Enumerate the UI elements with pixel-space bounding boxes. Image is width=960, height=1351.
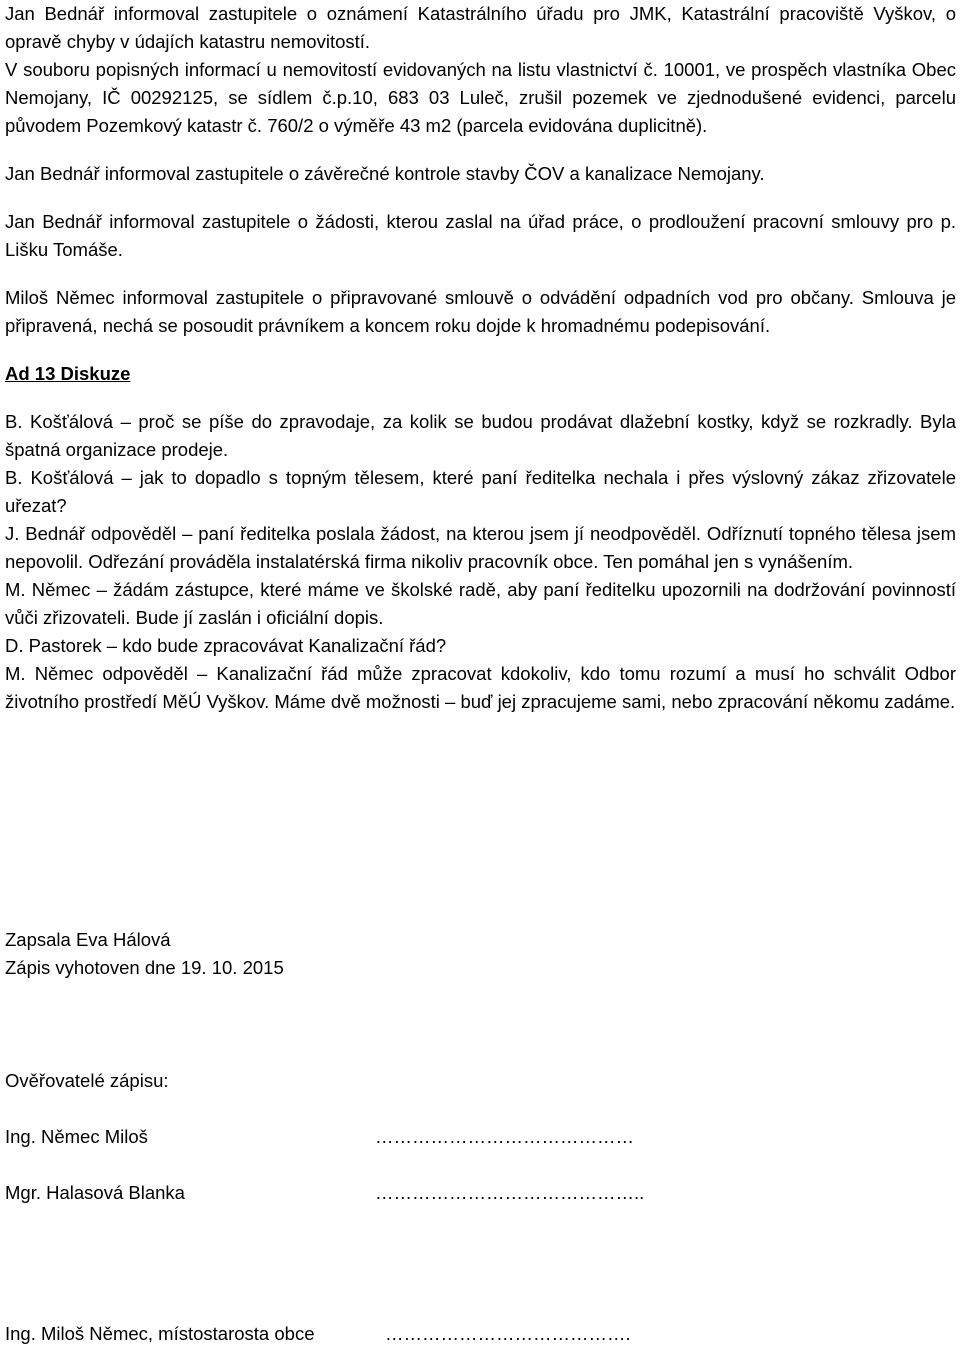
- discussion-item: J. Bednář odpověděl – paní ředitelka poslala žádost, na kterou jsem jí neodpověděl. Odříznutí topného tělesa jsem nepovolil. Odřezání prováděla instalatérská firma nikoliv pracovník obce. Ten pomáhal jen s vynášením.: [5, 523, 956, 572]
- discussion-item: M. Němec – žádám zástupce, které máme ve školské radě, aby paní ředitelku upozornili na dodržování povinností vůči zřizovateli. Bude jí zaslán i oficiální dopis.: [5, 579, 956, 628]
- discussion-item: M. Němec odpověděl – Kanalizační řád může zpracovat kdokoliv, kdo tomu rozumí a musí ho schválit Odbor životního prostředí MěÚ Vyškov. Máme dvě možnosti – buď jej zpracujeme sami, nebo zpracování někomu zadáme.: [5, 663, 956, 712]
- document-page: [5, 0, 956, 716]
- verifiers-label: Ověřovatelé zápisu:: [5, 1070, 169, 1091]
- minutes-author: Zapsala Eva Hálová: [5, 929, 171, 950]
- verifier-name: Ing. Němec Miloš: [5, 1126, 148, 1147]
- signature-line: ………………………………….: [385, 1323, 631, 1344]
- verifier-row: [5, 1179, 945, 1207]
- discussion-list: [5, 408, 956, 716]
- discussion-item: D. Pastorek – kdo bude zpracovávat Kanalizační řád?: [5, 635, 447, 656]
- discussion-item: B. Košťálová – proč se píše do zpravodaje, za kolik se budou prodávat dlažební kostky, když se rozkradly. Byla špatná organizace prodeje.: [5, 411, 956, 460]
- paragraph-odpadni-vody: Miloš Němec informoval zastupitele o připravované smlouvě o odvádění odpadních vod pro občany. Smlouva je připravená, nechá se posoudit právníkem a koncem roku dojde k hromadnému podepisování.: [5, 287, 956, 336]
- mayor-name: Ing. Miloš Němec, místostarosta obce: [5, 1323, 315, 1344]
- paragraph-katastr-intro: Jan Bednář informoval zastupitele o oznámení Katastrálního úřadu pro JMK, Katastrální pracoviště Vyškov, o opravě chyby v údajích katastru nemovitostí.: [5, 3, 956, 52]
- discussion-item: B. Košťálová – jak to dopadlo s topným tělesem, které paní ředitelka nechala i přes výslovný zákaz zřizovatele uřezat?: [5, 467, 956, 516]
- paragraph-cov: Jan Bednář informoval zastupitele o závěrečné kontrole stavby ČOV a kanalizace Nemojany.: [5, 163, 765, 184]
- verifier-name: Mgr. Halasová Blanka: [5, 1182, 185, 1203]
- minutes-date: Zápis vyhotoven dne 19. 10. 2015: [5, 957, 284, 978]
- paragraph-katastr-detail: V souboru popisných informací u nemovitostí evidovaných na listu vlastnictví č. 10001, ve prospěch vlastníka Obec Nemojany, IČ 00292125, se sídlem č.p.10, 683 03 Luleč, zrušil pozemek ve zjednodušené evidenci, parcelu původem Pozemkový katastr č. 760/2 o výměře 43 m2 (parcela evidována duplicitně).: [5, 59, 956, 136]
- mayor-row: [5, 1320, 945, 1348]
- signature-line: ……………………………………: [375, 1126, 634, 1147]
- signature-line: ……………………………………..: [375, 1182, 645, 1203]
- verifier-row: [5, 1123, 945, 1151]
- paragraph-urad-prace: Jan Bednář informoval zastupitele o žádosti, kterou zaslal na úřad práce, o prodloužení pracovní smlouvy pro p. Lišku Tomáše.: [5, 211, 956, 260]
- section-heading: Ad 13 Diskuze: [5, 363, 131, 384]
